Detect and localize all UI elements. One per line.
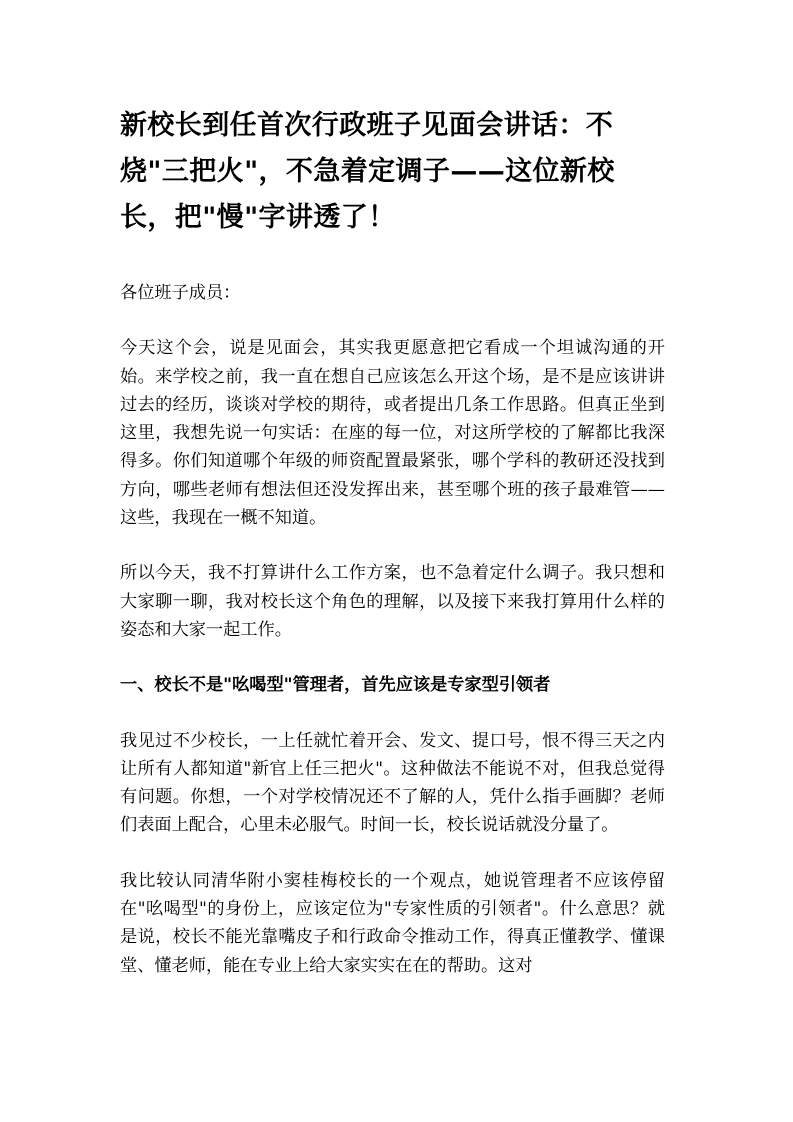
body-paragraph-2: 所以今天，我不打算讲什么工作方案，也不急着定什么调子。我只想和大家聊一聊，我对校长这个角色的理解，以及接下来我打算用什么样的姿态和大家一起工作。 [120, 563, 665, 640]
document-title: 新校长到任首次行政班子见面会讲话：不烧"三把火"，不急着定调子——这位新校长，把"慢"字讲透了！ [120, 110, 615, 233]
section-paragraph-2: 我比较认同清华附小窦桂梅校长的一个观点，她说管理者不应该停留在"吆喝型"的身份上，应该定位为"专家性质的引领者"。什么意思？就是说，校长不能光靠嘴皮子和行政命令推动工作，得真正懂教学、懂课堂、懂老师，能在专业上给大家实实在在的帮助。这对 [120, 870, 665, 976]
section-heading-1: 一、校长不是"吆喝型"管理者，首先应该是专家型引领者 [120, 675, 551, 696]
salutation: 各位班子成员： [120, 283, 241, 303]
document-page [120, 103, 665, 980]
body-paragraph-1: 今天这个会，说是见面会，其实我更愿意把它看成一个坦诚沟通的开始。来学校之前，我一直在想自己应该怎么开这个场，是不是应该讲讲过去的经历，谈谈对学校的期待，或者提出几条工作思路。但真正坐到这里，我想先说一句实话：在座的每一位，对这所学校的了解都比我深得多。你们知道哪个年级的师资配置最紧张，哪个学科的教研还没找到方向，哪些老师有想法但还没发挥出来，甚至哪个班的孩子最难管——这些，我现在一概不知道。 [120, 338, 665, 529]
section-paragraph-1: 我见过不少校长，一上任就忙着开会、发文、提口号，恨不得三天之内让所有人都知道"新官上任三把火"。这种做法不能说不对，但我总觉得有问题。你想，一个对学校情况还不了解的人，凭什么指手画脚？老师们表面上配合，心里未必服气。时间一长，校长说话就没分量了。 [120, 730, 665, 836]
